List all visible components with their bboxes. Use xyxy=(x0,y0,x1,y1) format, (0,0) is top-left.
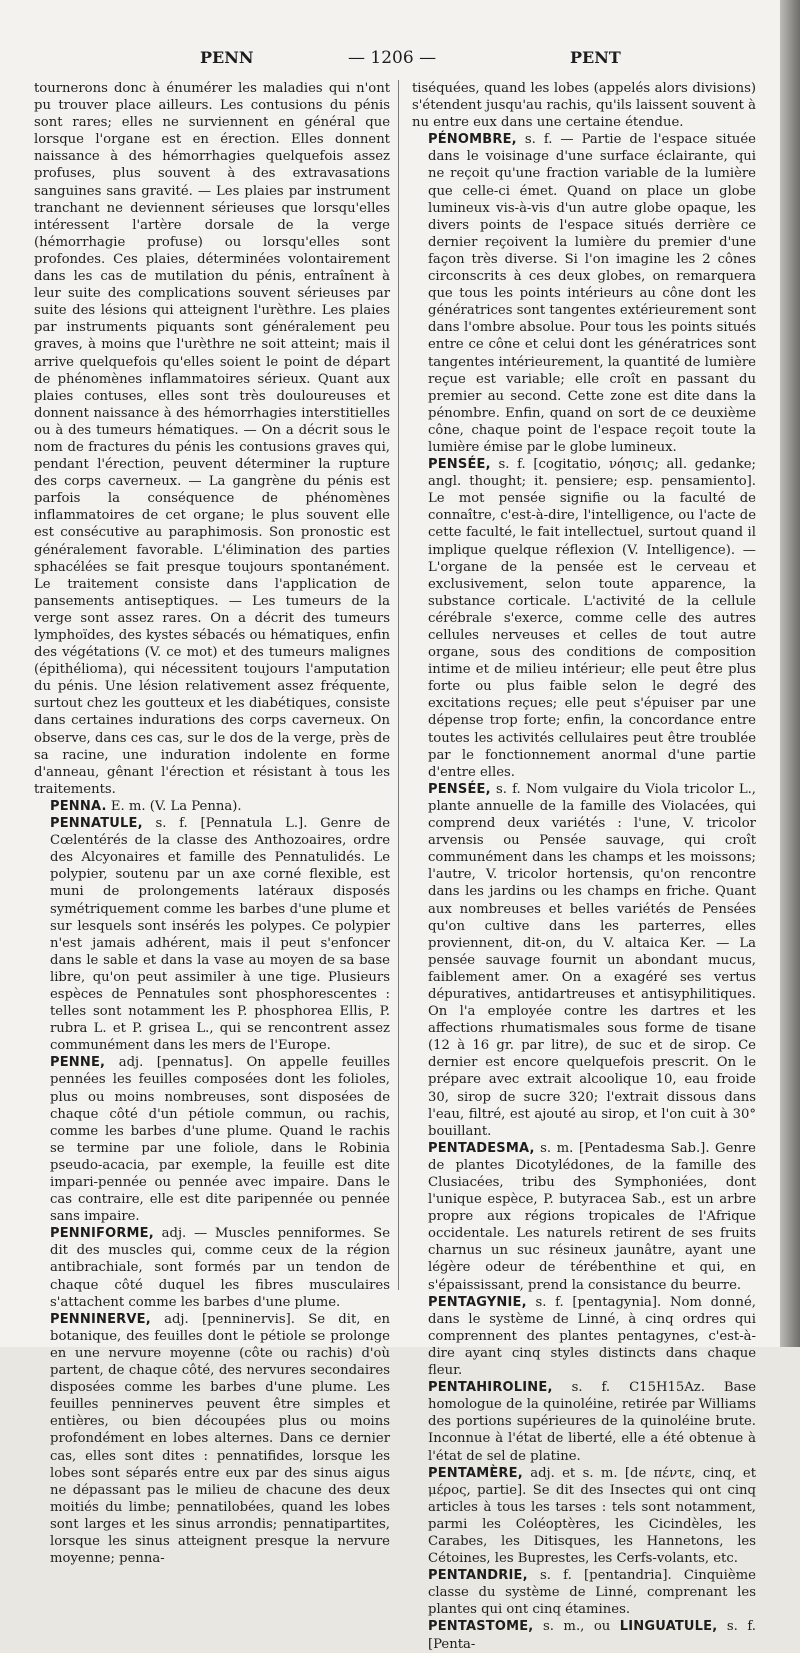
entry-pensee-thought xyxy=(412,456,756,781)
definition: s. f. [Penta- xyxy=(428,1619,756,1652)
page-edge-shadow xyxy=(780,0,800,1347)
column-divider xyxy=(398,80,399,1290)
definition: s. f. C15H15Az. Base homologue de la quinoléine, retirée par Williams des portions supérieures de la quinoléine brute. Inconnue à l'état de liberté, elle a été obtenue à l'état de sel de platine. xyxy=(428,1380,757,1464)
headword: PÉNOMBRE, xyxy=(428,132,517,148)
headword: PENNIFORME, xyxy=(50,1226,154,1242)
headword: PENSÉE, xyxy=(428,457,491,473)
definition: s. f. — Partie de l'espace située dans le voisinage d'une surface éclairante, qui ne reçoit qu'une fraction variable de la lumière que celle-ci émet. Quand on place un globe lumineux vis-à-vis d'un autre globe opaque, les divers points de l'espace situés derrière ce dernier reçoivent la lumière du premier d'une façon très diverse. Si l'on imagine les 2 cônes circonscrits à ces deux globes, on remarquera que tous les points intérieurs au cône dont les génératrices sont tangentes extérieurement sont dans l'ombre absolue. Pour tous les points situés entre ce cône et celui dont les génératrices sont tangentes intérieurement, la quantité de lumière reçue est variable; elle croît en passant du premier au second. Cette zone est dite dans la pénombre. Enfin, quand on sort de ce deuxième cône, chaque point de l'espace reçoit toute la lumière émise par le globe lumineux. xyxy=(428,132,756,455)
entry-pensee-plant xyxy=(412,781,756,1140)
headword: PENTAHIROLINE, xyxy=(428,1380,553,1396)
definition: s. f. [Pennatula L.]. Genre de Cœlentérés de la classe des Anthozoaires, ordre des Alcyonaires et famille des Pennatulidés. Le polypier, soutenu par un axe corné flexible, est muni de prolongements latéraux disposés symétriquement comme les barbes d'une plume et sur lesquels sont insérés les polypes. Ce polypier n'est jamais adhérent, mais il peut s'enfoncer dans le sable et dans la vase au moyen de sa base libre, qu'on peut assimiler à une tige. Plusieurs espèces de Pennatules sont phosphorescentes : telles sont notamment les P. phosphorea Ellis, P. rubra L. et P. grisea L., qui se rencontrent assez communément dans les mers de l'Europe. xyxy=(50,816,390,1054)
headword: PENSÉE, xyxy=(428,781,491,797)
right-column xyxy=(412,80,757,1652)
definition: adj. [penninervis]. Se dit, en botanique, des feuilles dont le pétiole se prolonge en une nervure moyenne (côte ou rachis) d'où partent, de chaque côté, des nervures secondaires disposées comme les barbes d'une plume. Les feuilles penninerves peuvent être simples et entières, ou bien découpées plus ou moins profondément en lobes alternes. Dans ce dernier cas, elles sont dites : pennatifides, lorsque les lobes sont séparés entre eux par des sinus aigus ne dépassant pas le milieu de chacune des deux moitiés du limbe; pennatilobées, quand les lobes sont larges et les sinus arrondis; pennatipartites, lorsque les sinus atteignent presque la nervure moyenne; penna- xyxy=(50,1311,390,1567)
headword: PENTAGYNIE, xyxy=(428,1294,527,1310)
definition: adj. et s. m. [de πέντε, cinq, et μέρος, partie]. Se dit des Insectes qui ont cinq articles à tous les tarses : tels sont notamment, parmi les Coléoptères, les Cicindèles, les Carabes, les Ditisques, les Hannetons, les Cétoines, les Buprestes, les Cerfs-volants, etc. xyxy=(428,1465,756,1567)
definition: s. f. [pentagynia]. Nom donné, dans le système de Linné, à cinq ordres qui comprennent des plantes pentagynes, c'est-à-dire ayant cinq styles distincts dans chaque fleur. xyxy=(428,1294,756,1379)
page-number: — 1206 — xyxy=(348,48,437,68)
definition: s. m., ou xyxy=(542,1619,611,1635)
definition: s. f. Nom vulgaire du Viola tricolor L., plante annuelle de la famille des Violacées, qui comprend deux variétés : l'une, V. tricolor arvensis ou Pensée sauvage, qui croît communément dans les champs et les moissons; l'autre, V. tricolor hortensis, qu'on rencontre dans les jardins ou les champs en friche. Quant aux nombreuses et belles variétés de Pensées qu'on cultive dans les parterres, elles proviennent, dit-on, du V. altaica Ker. — La pensée sauvage fournit un abondant mucus, faiblement amer. On a exagéré ses vertus dépuratives, antidartreuses et antisyphilitiques. On l'a employée contre les dartres et les affections rhumatismales sous forme de tisane (12 à 16 gr. par litre), de suc et de sirop. Ce dernier est encore quelquefois prescrit. On le prépare avec extrait alcoolique 10, eau froide 30, sirop de sucre 320; l'extrait dissous dans l'eau, filtré, est ajouté au sirop, et l'on cuit à 30° bouillant. xyxy=(428,781,756,1139)
entry-pentamere xyxy=(412,1465,756,1568)
entry-penombre xyxy=(412,131,756,456)
header-left-guideword: PENN xyxy=(200,48,254,67)
entry-continuation: tiséquées, quand les lobes (appelés alors divisions) s'étendent jusqu'au rachis, qu'ils laissent souvent à nu entre eux dans une certaine étendue. xyxy=(412,81,756,131)
entry-penne xyxy=(34,1054,390,1225)
page-header xyxy=(0,48,780,72)
headword: PENTASTOME, xyxy=(428,1619,534,1635)
headword: PENNATULE, xyxy=(50,816,143,832)
definition: adj. [pennatus]. On appelle feuilles pennées les feuilles composées dont les folioles, plus ou moins nombreuses, sont disposées de chaque côté d'un pétiole commun, ou rachis, comme les barbes d'une plume. Quand le rachis se termine par une foliole, dans le Robinia pseudo-acacia, par exemple, la feuille est dite impari-pennée ou pennée avec impaire. Dans le cas contraire, elle est dite paripennée ou pennée sans impaire. xyxy=(50,1055,390,1225)
headword: PENNINERVE, xyxy=(50,1311,151,1327)
headword: PENTANDRIE, xyxy=(428,1568,528,1584)
entry-pentahiroline xyxy=(412,1379,756,1464)
definition: E. m. (V. La Penna). xyxy=(110,798,242,814)
entry-pentagynie xyxy=(412,1294,756,1379)
headword: PENTADESMA, xyxy=(428,1140,535,1156)
header-right-guideword: PENT xyxy=(570,48,621,67)
entry-pentastome xyxy=(412,1618,756,1652)
entry-pentandrie xyxy=(412,1567,756,1618)
definition: s. m. [Pentadesma Sab.]. Genre de plantes Dicotylédones, de la famille des Clusiacées, tribu des Symphoniées, dont l'unique espèce, P. butyracea Sab., est un arbre propre aux régions tropicales de l'Afrique occidentale. Les naturels retirent de ses fruits charnus un suc résineux jaunâtre, ayant une légère odeur de térébenthine et qui, en s'épaississant, prend la consistance du beurre. xyxy=(428,1140,756,1293)
entry-pennatule xyxy=(34,815,390,1054)
entry-penna xyxy=(34,798,390,815)
headword: PENNA. xyxy=(50,798,107,814)
headword: LINGUATULE, xyxy=(619,1619,718,1635)
definition: adj. — Muscles penniformes. Se dit des muscles qui, comme ceux de la région antibrachiale, sont formés par un tendon de chaque côté duquel les fibres musculaires s'attachent comme les barbes d'une plume. xyxy=(50,1226,390,1310)
definition: s. f. [pentandria]. Cinquième classe du système de Linné, comprenant les plantes qui ont cinq étamines. xyxy=(428,1568,756,1618)
entry-penninerve xyxy=(34,1311,390,1567)
entry-pentadesma xyxy=(412,1140,756,1294)
definition: s. f. [cogitatio, νόησις; all. gedanke; angl. thought; it. pensiere; esp. pensamiento]. Le mot pensée signifie ou la faculté de connaître, c'est-à-dire, l'intelligence, ou l'acte de cette faculté, le fait intellectuel, surtout quand il implique quelque réflexion (V. Intelligence). — L'organe de la pensée est le cerveau et exclusivement, selon toute apparence, la substance corticale. L'activité de la cellule cérébrale s'exerce, comme celle des autres cellules nerveuses et celles de tout autre organe, sous des conditions de composition intime et de milieu intérieur; elle peut être plus forte ou plus faible selon le degré des excitations reçues; elle peut s'épuiser par une dépense trop forte; enfin, la concordance entre toutes les activités cellulaires peut être troublée par le fonctionnement anormal d'une partie d'entre elles. xyxy=(428,457,756,780)
headword: PENNE, xyxy=(50,1055,106,1071)
headword: PENTAMÈRE, xyxy=(428,1465,523,1481)
entry-penniforme xyxy=(34,1225,390,1310)
entry-continuation: tournerons donc à énumérer les maladies qui n'ont pu trouver place ailleurs. Les contusions du pénis sont rares; elles ne surviennent en général que lorsque l'organe est en érection. Elles donnent naissance à des hémorrhagies quelquefois assez profuses, plus souvent à des extravasations sanguines sans gravité. — Les plaies par instrument tranchant ne deviennent sérieuses que lorsqu'elles intéressent l'artère dorsale de la verge (hémorrhagie profuse) ou lorsqu'elles sont profondes. Ces plaies, déterminées volontairement dans les cas de mutilation du pénis, entraînent à leur suite des complications souvent sérieuses par suite des lésions qui atteignent l'urèthre. Les plaies par instruments piquants sont généralement peu graves, à moins que l'urèthre ne soit atteint; mais il arrive quelquefois qu'elles soient le point de départ de phénomènes inflammatoires sérieux. Quant aux plaies contuses, elles sont très douloureuses et donnent naissance à des hémorrhagies interstitielles ou à des tumeurs hématiques. — On a décrit sous le nom de fractures du pénis les contusions graves qui, pendant l'érection, peuvent déterminer la rupture des corps caverneux. — La gangrène du pénis est parfois la conséquence de phénomènes inflammatoires de cet organe; le plus souvent elle est consécutive au paraphimosis. Son pronostic est généralement favorable. L'élimination des parties sphacélées se fait presque toujours spontanément. Le traitement consiste dans l'application de pansements antiseptiques. — Les tumeurs de la verge sont assez rares. On a décrit des tumeurs lymphoïdes, des kystes sébacés ou hématiques, enfin des végétations (V. ce mot) et des tumeurs malignes (épithélioma), qui nécessitent toujours l'amputation du pénis. Une lésion relativement assez fréquente, surtout chez les goutteux et les diabétiques, consiste dans certaines indurations des corps caverneux. On observe, dans ces cas, sur le dos de la verge, près de sa racine, une induration indolente en forme d'anneau, gênant l'érection et résistant à tous les traitements. xyxy=(34,81,390,797)
left-column xyxy=(34,80,390,1567)
